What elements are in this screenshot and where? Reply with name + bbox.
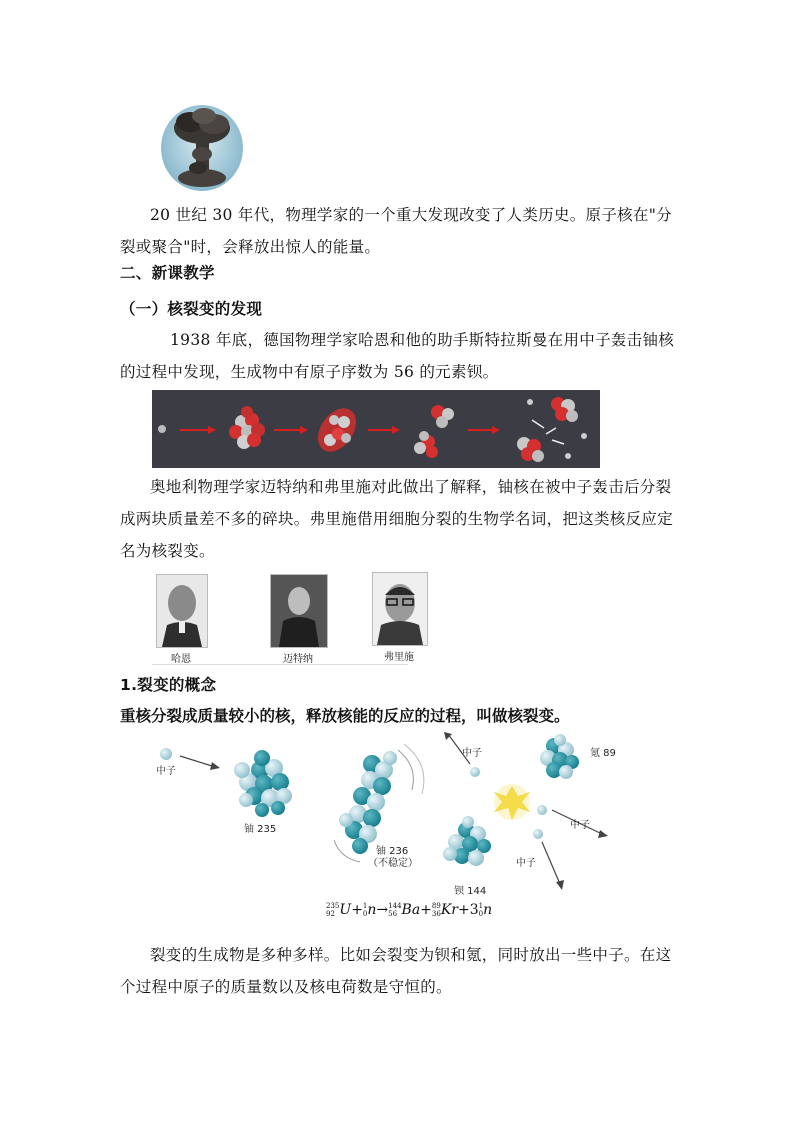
label-u236: 铀 236 bbox=[376, 846, 409, 857]
fission-diagram bbox=[150, 730, 620, 900]
concept-definition: 重核分裂成质量较小的核，释放核能的反应的过程，叫做核裂变。 bbox=[120, 707, 570, 725]
explanation-line-1: 奥地利物理学家迈特纳和弗里施对此做出了解释，铀核在被中子轰击后分裂 bbox=[150, 478, 672, 496]
eq-n2-mass: 1 bbox=[478, 902, 484, 910]
label-neutron-top: 中子 bbox=[462, 748, 482, 759]
eq-ba: Ba bbox=[401, 902, 421, 918]
eq-n1-mass: 1 bbox=[362, 902, 368, 910]
eq-u: U bbox=[339, 902, 352, 918]
eq-u-mass: 235 bbox=[326, 902, 340, 910]
portraits-panel bbox=[152, 572, 414, 665]
intro-line-2: 裂或聚合"时，会释放出惊人的能量。 bbox=[120, 238, 381, 256]
eq-plus-1: + bbox=[351, 902, 363, 918]
eq-kr: Kr bbox=[440, 902, 458, 918]
label-neutron-bottom: 中子 bbox=[516, 858, 536, 869]
eq-n1-charge: 0 bbox=[362, 910, 368, 918]
products-line-2: 个过程中原子的质量数以及核电荷数是守恒的。 bbox=[120, 978, 452, 996]
label-unstable: （不稳定） bbox=[368, 858, 418, 869]
portrait-caption-meitner: 迈特纳 bbox=[283, 654, 313, 665]
concept-heading: 1.裂变的概念 bbox=[120, 676, 217, 694]
eq-kr-mass: 89 bbox=[431, 902, 441, 910]
intro-line-1: 20 世纪 30 年代，物理学家的一个重大发现改变了人类历史。原子核在"分 bbox=[150, 206, 672, 224]
eq-plus-3: +3 bbox=[457, 902, 479, 918]
portrait-hahn bbox=[156, 574, 208, 648]
portrait-meitner bbox=[270, 574, 328, 648]
eq-n2: n bbox=[483, 902, 493, 918]
eq-u-charge: 92 bbox=[326, 910, 335, 918]
label-ba144: 钡 144 bbox=[454, 886, 487, 897]
discovery-line-2: 的过程中发现，生成物中有原子序数为 56 的元素钡。 bbox=[120, 363, 499, 381]
fission-equation bbox=[326, 902, 492, 928]
portrait-caption-frisch: 弗里施 bbox=[384, 652, 414, 663]
explanation-line-3: 名为核裂变。 bbox=[120, 542, 215, 560]
explanation-line-2: 成两块质量差不多的碎块。弗里施借用细胞分裂的生物学名词，把这类核反应定 bbox=[120, 510, 674, 528]
eq-ba-mass: 144 bbox=[388, 902, 402, 910]
fission-sequence-image bbox=[152, 390, 600, 468]
portrait-caption-hahn: 哈恩 bbox=[171, 654, 191, 665]
subsection-heading: （一）核裂变的发现 bbox=[120, 300, 263, 318]
section-heading: 二、新课教学 bbox=[120, 264, 215, 282]
eq-kr-charge: 36 bbox=[431, 910, 441, 918]
eq-ba-charge: 56 bbox=[388, 910, 398, 918]
eq-n2-charge: 0 bbox=[478, 910, 484, 918]
portrait-frisch bbox=[372, 572, 428, 646]
eq-plus-2: + bbox=[420, 902, 432, 918]
label-u235: 铀 235 bbox=[244, 824, 277, 835]
mushroom-cloud-image bbox=[160, 98, 244, 192]
eq-n1: n bbox=[367, 902, 377, 918]
products-line-1: 裂变的生成物是多种多样。比如会裂变为钡和氪，同时放出一些中子。在这 bbox=[150, 946, 672, 964]
label-neutron-in: 中子 bbox=[156, 766, 176, 777]
eq-arrow: → bbox=[376, 902, 389, 918]
label-kr89: 氪 89 bbox=[590, 748, 616, 759]
discovery-line-1: 1938 年底，德国物理学家哈恩和他的助手斯特拉斯曼在用中子轰击铀核 bbox=[170, 331, 675, 349]
label-neutron-right: 中子 bbox=[570, 820, 590, 831]
